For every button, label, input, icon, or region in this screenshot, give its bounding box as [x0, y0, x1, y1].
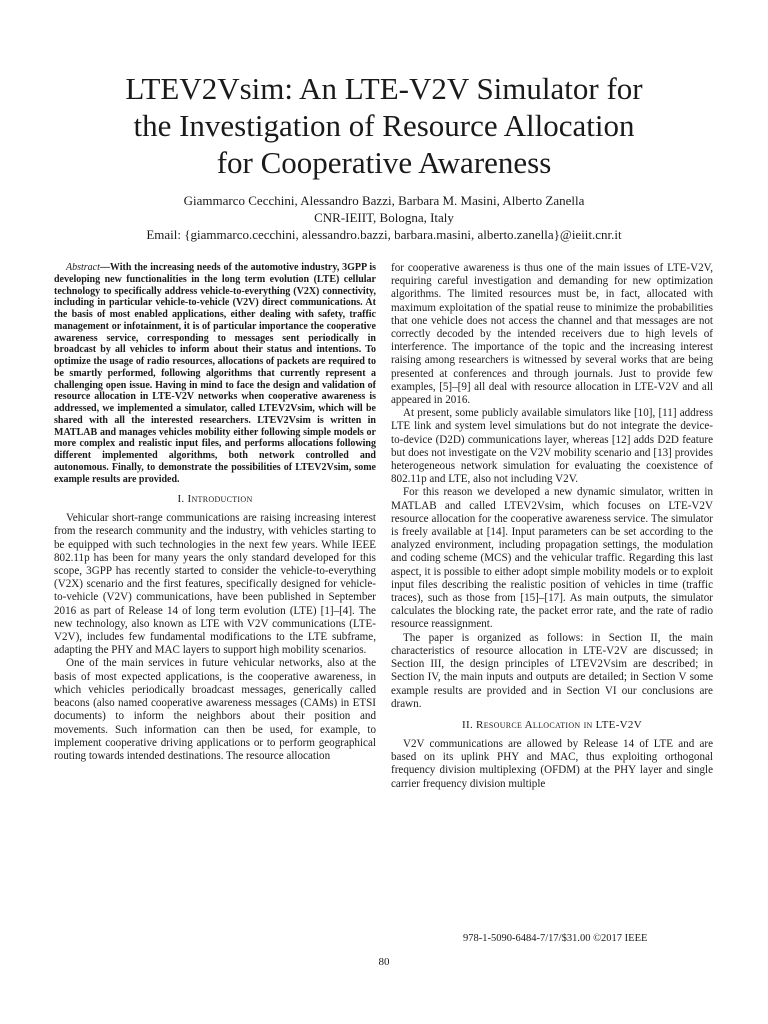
affiliation: CNR-IEIIT, Bologna, Italy — [314, 210, 454, 225]
paragraph: for cooperative awareness is thus one of the main issues of LTE-V2V, requiring careful investigation and demanding for new optimization algorithms. The limited resources must be, in fact, allocated with maximum exploitation of the spatial reuse to minimize the probabilities that one vehicle does not access the channel and that messages are not correctly decoded by the intended receivers due to high levels of interference. The importance of the topic and the increasing interest raising among researchers is witnessed by several works that are being presented at conferences and through journals. Just to provide few examples, [5]–[9] all deal with resource allocation in LTE-V2V and all appeared in 2016. — [391, 262, 713, 407]
paragraph: The paper is organized as follows: in Section II, the main characteristics of resource allocation in LTE-V2V are discussed; in Section III, the design principles of LTEV2Vsim are described; in Section IV, the main inputs and outputs are detailed; in Section V some example results are provided and in Section VI our conclusions are drawn. — [391, 631, 713, 710]
paragraph: For this reason we developed a new dynamic simulator, written in MATLAB and called LTEV2Vsim, which focuses on LTE-V2V resource allocation for the cooperative awareness service. The simulator is freely available at [14]. Input parameters can be set according to the analyzed environment, including propagation settings, the modulation and coding scheme (MCS) and the vehicular traffic. Regarding this last aspect, it is possible to either adopt simple mobility models or to exploit input files describing the realistic position of vehicles in time (traffic traces), such as those from [15]–[17]. As main outputs, the simulator calculates the blocking rate, the packet error rate, and the rate of radio resource reassignment. — [391, 486, 713, 631]
paragraph: One of the main services in future vehicular networks, also at the basis of most expected applications, is the cooperative awareness, in which vehicles periodically broadcast messages, generically called beacons (also named cooperative awareness messages (CAMs) in ETSI documents) to inform the neighbors about their position and movements. Such information can then be used, for example, to implement cooperative driving applications or to perform geographical routing towards intended destinations. The resource allocation — [54, 657, 376, 762]
left-column — [54, 262, 376, 763]
title-line: the Investigation of Resource Allocation — [133, 108, 635, 143]
email: Email: {giammarco.cecchini, alessandro.bazzi, barbara.masini, alberto.zanella}@ieiit.cnr.it — [146, 227, 622, 242]
copyright-notice: 978-1-5090-6484-7/17/$31.00 ©2017 IEEE — [463, 933, 648, 944]
paragraph: Vehicular short-range communications are raising increasing interest from the research community and the industry, with vehicles starting to be equipped with such technologies in the next few years. While IEEE 802.11p has been for many years the only standard developed for this scope, 3GPP has recently started to consider the vehicle-to-everything (V2X) scenario and the first features, specifically designed for vehicle-to-vehicle (V2V) communications, have been published in September 2016 as part of Release 14 of long term evolution (LTE) [1]–[4]. The new technology, also known as LTE with V2V communications (LTE-V2V), includes few fundamental modifications to the LTE subframe, adapting the PHY and MAC layers to support high mobility scenarios. — [54, 512, 376, 657]
section-heading-introduction: I. Introduction — [177, 493, 253, 506]
title-line: LTEV2Vsim: An LTE-V2V Simulator for — [125, 71, 643, 106]
author-block — [40, 192, 728, 243]
author-names: Giammarco Cecchini, Alessandro Bazzi, Barbara M. Masini, Alberto Zanella — [183, 193, 585, 208]
abstract-text: With the increasing needs of the automotive industry, 3GPP is developing new functionalities in the long term evolution (LTE) cellular technology to specifically address vehicle-to-everything (V2X) connectivity, including in particular vehicle-to-vehicle (V2V) direct communications. At the basis of most enabled applications, either dealing with safety, traffic management or infotainment, it is of particular importance the cooperative awareness service, corresponding to messages sent periodically in broadcast by all vehicles to inform about their status and intentions. To optimize the usage of radio resources, allocations of packets are required to be smartly performed, following algorithms that currently represent a challenging open issue. Having in mind to face the design and validation of resource allocation in LTE-V2V networks when cooperative awareness is addressed, we implemented a simulator, called LTEV2Vsim, which will be shared with all the interested researchers. LTEV2Vsim is written in MATLAB and manages vehicles mobility either following simple models or more complex and realistic input files, and performs allocations following different implemented algorithms, both network controlled and autonomous. Finally, to demonstrate the possibilities of LTEV2Vsim, some example results are provided. — [54, 262, 376, 485]
paper-title — [60, 70, 708, 181]
page-number: 80 — [378, 956, 390, 968]
abstract — [54, 262, 376, 485]
paragraph: V2V communications are allowed by Release 14 of LTE and are based on its uplink PHY and MAC, thus exploiting orthogonal frequency division multiplexing (OFDM) at the PHY layer and single carrier frequency division multiple — [391, 737, 713, 790]
title-line: for Cooperative Awareness — [216, 145, 552, 180]
abstract-dash: — — [99, 262, 110, 273]
abstract-label: Abstract — [66, 262, 100, 273]
section-heading-resource-allocation: II. Resource Allocation in LTE-V2V — [462, 718, 642, 731]
paragraph: At present, some publicly available simulators like [10], [11] address LTE link and system level simulations but do not integrate the device-to-device (D2D) communications layer, whereas [12] adds D2D feature but does not investigate on the V2V mobility scenario and [13] provides heterogeneous network simulation for evaluating the coexistence of 802.11p and LTE, also not including V2V. — [391, 407, 713, 486]
right-column — [391, 262, 713, 791]
